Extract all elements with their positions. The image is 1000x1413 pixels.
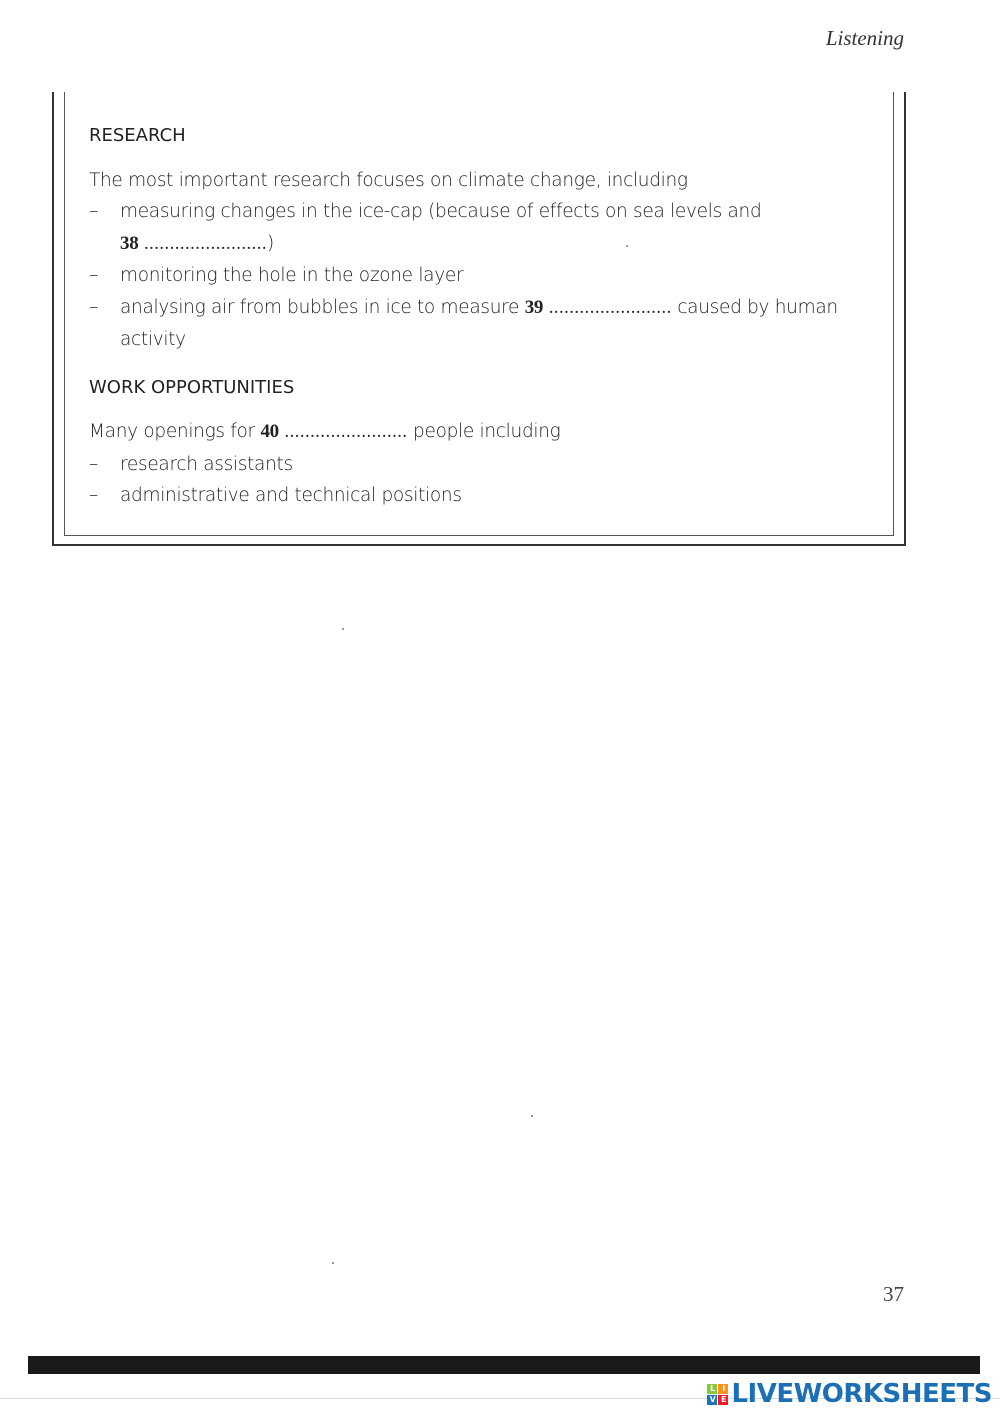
question-number-40: 40 xyxy=(260,421,279,442)
section-title: Listening xyxy=(825,26,904,50)
work-list xyxy=(89,449,869,512)
scan-speck xyxy=(626,245,628,247)
dash-marker: – xyxy=(89,296,98,318)
scan-speck xyxy=(342,628,344,630)
research-intro: The most important research focuses on climate change, including xyxy=(89,169,688,191)
question-number-39: 39 xyxy=(524,296,544,318)
scan-speck xyxy=(531,1115,533,1117)
list-item xyxy=(89,260,869,292)
work-intro-tail: people including xyxy=(413,421,561,442)
scan-speck xyxy=(332,1262,334,1264)
watermark-text: LIVEWORKSHEETS xyxy=(731,1379,992,1409)
logo-letter: L xyxy=(707,1384,717,1394)
answer-blank-40[interactable]: ........................ xyxy=(284,422,408,442)
list-item xyxy=(89,196,869,260)
list-item xyxy=(89,480,869,512)
list-item xyxy=(89,449,869,481)
bullet-text: measuring changes in the ice-cap (because of effects on sea levels and xyxy=(120,201,762,222)
work-heading: WORK OPPORTUNITIES xyxy=(89,376,295,398)
bullet-text: administrative and technical positions xyxy=(120,485,462,506)
dash-marker: – xyxy=(89,485,98,506)
notes-content xyxy=(89,120,869,512)
dash-marker: – xyxy=(89,453,98,475)
bullet-text-tail: caused by human activity xyxy=(120,296,838,350)
answer-blank-38[interactable]: ........................ xyxy=(144,233,267,254)
bullet-text: monitoring the hole in the ozone layer xyxy=(120,265,464,286)
research-list xyxy=(89,196,869,356)
bullet-text: analysing air from bubbles in ice to measure xyxy=(120,296,520,318)
answer-blank-39[interactable]: ........................ xyxy=(548,297,672,318)
footer-bar xyxy=(28,1356,980,1374)
bullet-text: research assistants xyxy=(120,453,293,475)
logo-letter: I xyxy=(718,1384,728,1394)
question-number-38: 38 xyxy=(120,232,139,254)
logo-letter: E xyxy=(718,1395,728,1405)
logo-letter: V xyxy=(707,1395,717,1405)
work-intro xyxy=(89,416,869,449)
page-number: 37 xyxy=(883,1282,904,1306)
research-heading: RESEARCH xyxy=(89,125,186,146)
bullet-text-tail: ) xyxy=(267,232,274,254)
liveworksheets-logo-icon xyxy=(707,1384,728,1405)
dash-marker: – xyxy=(89,201,98,222)
liveworksheets-watermark[interactable] xyxy=(707,1378,992,1410)
work-intro-text: Many openings for xyxy=(89,421,255,442)
dash-marker: – xyxy=(89,265,98,286)
list-item xyxy=(89,292,869,356)
